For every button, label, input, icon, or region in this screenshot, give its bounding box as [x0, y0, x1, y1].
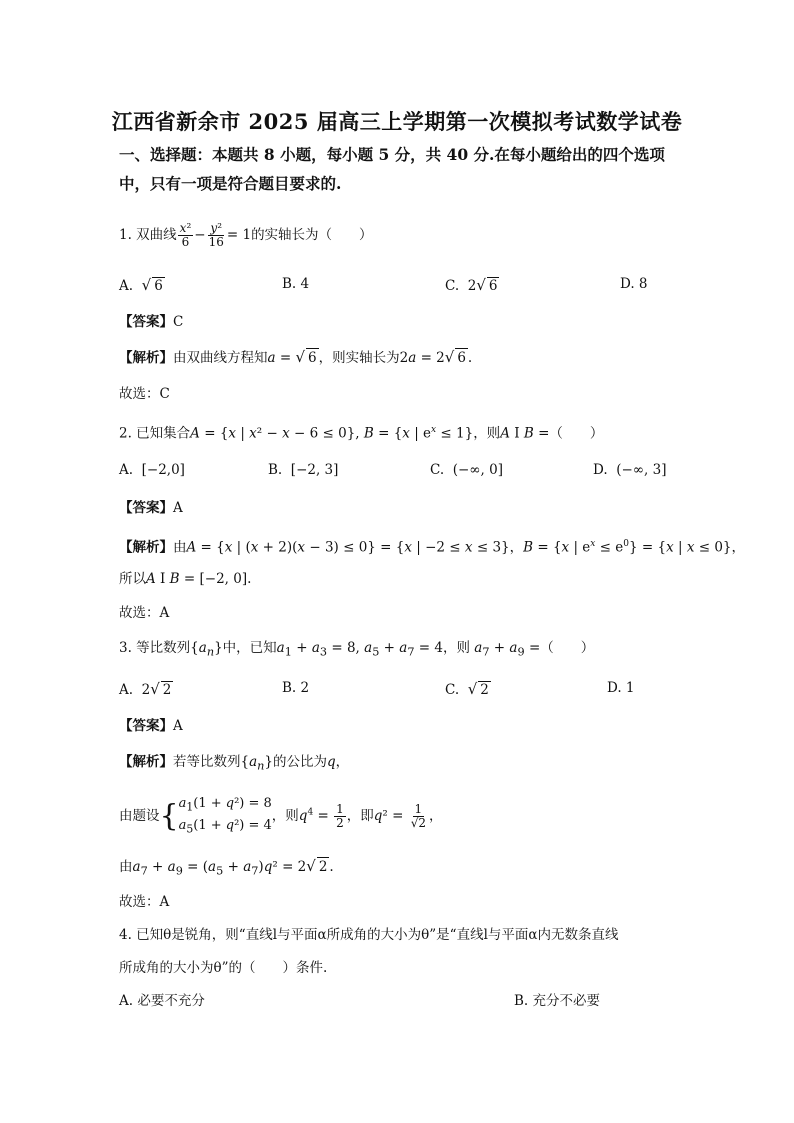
q3-analysis: 【解析】若等比数列$\{a_n\}$的公比为q，	[119, 754, 350, 773]
question-1-prefix: 1. 双曲线	[119, 227, 177, 243]
question-3: 3. 等比数列$\{a_n\}$中，已知$a_1 + a_3 = 8$, $a_5 + a_7 = 4$，则 $a_7 + a_9$ =（ ）	[119, 640, 595, 659]
fraction-y2-16: $\frac{\text{y²}}{16}$	[208, 221, 224, 249]
q3-answer: 【答案】A	[119, 718, 183, 734]
q3-option-a: A. 2√ 2	[119, 680, 172, 698]
q1-choose: 故选：C	[119, 386, 170, 402]
q1-option-b: B. 4	[282, 276, 310, 292]
q2-answer: 【答案】A	[119, 500, 183, 516]
q2-analysis-line2: 所以A I B = [−2, 0].	[119, 571, 252, 587]
section-heading-line1: 一、选择题：本题共 8 小题，每小题 5 分，共 40 分.在每小题给出的四个选项	[119, 145, 665, 164]
q1-answer: 【答案】C	[119, 314, 184, 330]
q2-choose: 故选：A	[119, 605, 170, 621]
q3-option-d: D. 1	[607, 680, 635, 696]
q1-option-a: A. √ 6	[119, 276, 163, 294]
question-4-line2: 所成角的大小为θ”的（ ）条件.	[119, 960, 328, 976]
fraction-x2-6: $\frac{\text{x²}}{6}$	[179, 221, 192, 249]
section-heading-line2: 中，只有一项是符合题目要求的.	[119, 174, 342, 193]
q1-analysis: 【解析】由双曲线方程知a = √ 6 ，则实轴长为2a = 2√ 6 .	[119, 348, 473, 366]
q3-choose: 故选：A	[119, 894, 170, 910]
q2-analysis: 【解析】由A = {x | (x + 2)(x − 3) ≤ 0} = {x | −2 ≤ x ≤ 3}，B = {x | $e^x \le e^0\} = \{x$ | x ≤ 0}，	[119, 539, 746, 556]
q4-option-a: A. 必要不充分	[119, 993, 205, 1009]
q4-option-b: B. 充分不必要	[514, 993, 601, 1009]
question-1: 1. 双曲线 $\frac{\text{x²}}{6}$ − $\frac{\text{y²}}{16}$ = 1的实轴长为（ ）	[119, 221, 373, 249]
page-title: 江西省新余市 2025 届高三上学期第一次模拟考试数学试卷	[111, 109, 683, 134]
q2-option-d: D. (−∞, 3]	[593, 462, 667, 478]
q3-option-c: C. √ 2	[445, 680, 489, 698]
question-4-line1: 4. 已知θ是锐角，则“直线l与平面α所成角的大小为θ”是“直线l与平面α内无数条直线	[119, 927, 619, 943]
q2-option-a: A. [−2,0]	[119, 462, 185, 478]
q3-analysis-line3: 由$a_7 + a_9 = (a_5 + a_7)q^2 = 2√$ 2 .	[119, 857, 334, 878]
question-2: 2. 已知集合A = {x | x² − x − 6 ≤ 0}, B = {x | $e^x \le 1$}，则A I B =（ ）	[119, 425, 604, 442]
question-1-suffix: 的实轴长为（ ）	[251, 227, 373, 243]
q3-option-b: B. 2	[282, 680, 310, 696]
q2-option-b: B. [−2, 3]	[268, 462, 339, 478]
q3-analysis-system: 由题设{ $a_1(1 + q^2) = 8$ $a_5(1 + q^2) = 4$ ，则$q^4$ = $\frac{1}{2}$ ，即q² = $\frac{1}{√2}$ ，	[119, 796, 443, 836]
q1-option-d: D. 8	[620, 276, 648, 292]
q2-option-c: C. (−∞, 0]	[430, 462, 503, 478]
q1-option-c: C. 2√ 6	[445, 276, 498, 294]
